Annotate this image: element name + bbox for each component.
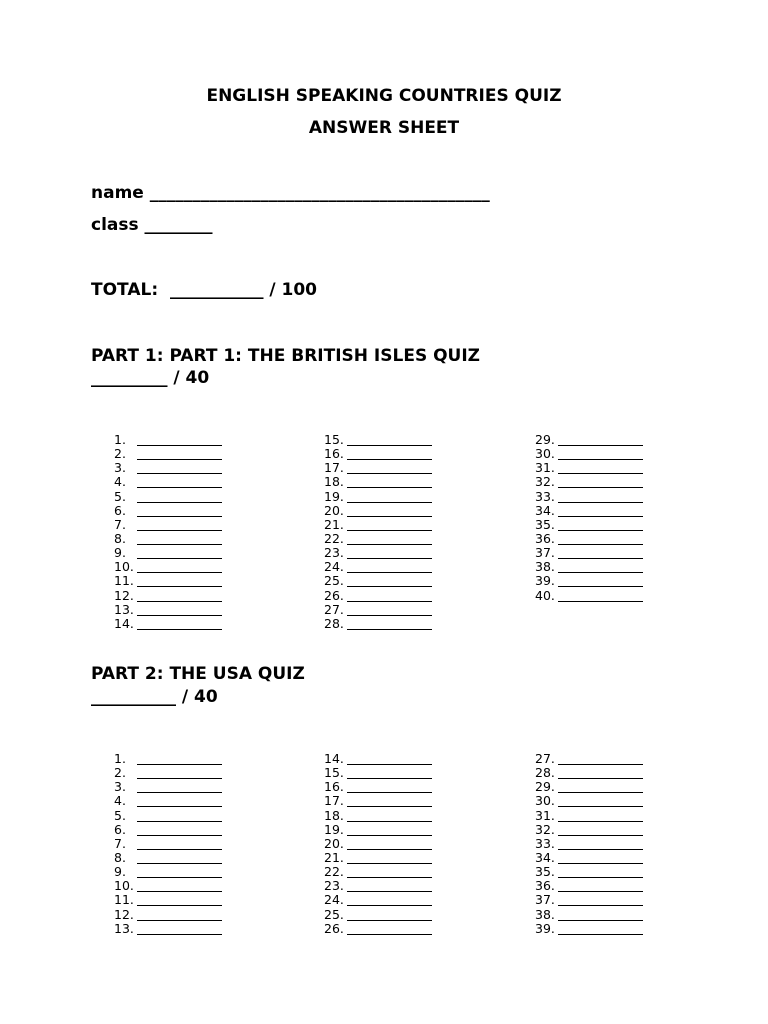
question-number: 29. [535,779,555,795]
answer-blank[interactable] [558,476,643,488]
question-number: 9. [114,864,126,880]
answer-row [535,504,643,518]
part2-column-1 [114,752,222,936]
answer-row [324,447,432,461]
answer-blank[interactable] [558,491,643,503]
answer-row [535,560,643,574]
question-number: 20. [324,835,344,851]
answer-row [324,504,432,518]
answer-blank[interactable] [558,923,643,935]
answer-row [114,893,222,907]
answer-row [114,560,222,574]
answer-row [324,617,432,631]
question-number: 6. [114,502,126,518]
answer-row [114,922,222,936]
question-number: 38. [535,559,555,575]
answer-blank[interactable] [347,448,432,460]
question-number: 31. [535,460,555,476]
answer-row [114,603,222,617]
answer-row [324,893,432,907]
question-number: 8. [114,530,126,546]
answer-blank[interactable] [347,604,432,616]
answer-row [535,794,643,808]
answer-blank[interactable] [137,894,222,906]
question-number: 25. [324,906,344,922]
question-number: 5. [114,488,126,504]
answer-row [324,560,432,574]
question-number: 27. [535,751,555,766]
answer-row [324,823,432,837]
question-number: 4. [114,793,126,809]
question-number: 17. [324,460,344,476]
question-number: 9. [114,545,126,561]
question-number: 25. [324,573,344,589]
question-number: 20. [324,502,344,518]
question-number: 13. [114,601,134,617]
answer-blank[interactable] [137,505,222,517]
question-number: 27. [324,601,344,617]
answer-row [114,879,222,893]
answer-blank[interactable] [558,824,643,836]
question-number: 18. [324,474,344,490]
answer-row [324,809,432,823]
question-number: 19. [324,488,344,504]
answer-row [535,823,643,837]
answer-blank[interactable] [347,795,432,807]
question-number: 22. [324,864,344,880]
answer-blank[interactable] [137,604,222,616]
question-number: 12. [114,587,134,603]
answer-blank[interactable] [137,491,222,503]
question-number: 36. [535,530,555,546]
answer-row [324,518,432,532]
answer-blank[interactable] [137,561,222,573]
question-number: 8. [114,849,126,865]
question-number: 24. [324,559,344,575]
answer-blank[interactable] [137,618,222,630]
answer-row [324,546,432,560]
answer-row [114,475,222,489]
answer-blank[interactable] [347,923,432,935]
answer-blank[interactable] [558,547,643,559]
answer-row [114,546,222,560]
question-number: 40. [535,587,555,603]
answer-blank[interactable] [347,894,432,906]
answer-row [324,603,432,617]
answer-blank[interactable] [558,561,643,573]
name-field-line[interactable]: name ________________________________________ [91,183,490,203]
answer-row [324,851,432,865]
answer-blank[interactable] [347,575,432,587]
answer-blank[interactable] [347,561,432,573]
answer-row [324,433,432,447]
answer-row [535,461,643,475]
answer-blank[interactable] [137,575,222,587]
answer-blank[interactable] [137,781,222,793]
answer-blank[interactable] [137,547,222,559]
answer-blank[interactable] [137,838,222,850]
answer-row [114,823,222,837]
question-number: 14. [324,751,344,766]
answer-row [324,922,432,936]
answer-row [114,837,222,851]
question-number: 10. [114,878,134,894]
question-number: 11. [114,892,134,908]
question-number: 26. [324,920,344,936]
question-number: 32. [535,821,555,837]
answer-row [114,461,222,475]
part1-column-1 [114,433,222,631]
answer-blank[interactable] [347,810,432,822]
answer-blank[interactable] [558,810,643,822]
question-number: 28. [535,765,555,781]
answer-row [114,851,222,865]
answer-row [535,490,643,504]
answer-blank[interactable] [347,618,432,630]
answer-row [114,589,222,603]
answer-row [535,475,643,489]
answer-row [535,518,643,532]
question-number: 34. [535,849,555,865]
question-number: 13. [114,920,134,936]
answer-blank[interactable] [558,894,643,906]
question-number: 2. [114,446,126,462]
answer-row [114,617,222,631]
question-number: 38. [535,906,555,922]
answer-row [114,504,222,518]
answer-blank[interactable] [347,880,432,892]
question-number: 22. [324,530,344,546]
answer-row [535,893,643,907]
question-number: 26. [324,587,344,603]
answer-row [324,879,432,893]
answer-blank[interactable] [558,880,643,892]
answer-blank[interactable] [137,767,222,779]
answer-blank[interactable] [558,866,643,878]
answer-row [535,922,643,936]
answer-blank[interactable] [558,909,643,921]
question-number: 23. [324,545,344,561]
question-number: 30. [535,793,555,809]
part1-heading: PART 1: PART 1: THE BRITISH ISLES QUIZ [91,346,481,366]
part2-column-3 [535,752,643,936]
answer-blank[interactable] [137,753,222,765]
answer-row [114,447,222,461]
answer-row [535,780,643,794]
answer-row [114,809,222,823]
answer-row [114,433,222,447]
answer-row [324,837,432,851]
answer-row [114,865,222,879]
part2-score-line[interactable]: __________ / 40 [91,687,218,707]
answer-blank[interactable] [558,781,643,793]
answer-blank[interactable] [137,923,222,935]
answer-blank[interactable] [137,476,222,488]
answer-blank[interactable] [137,824,222,836]
question-number: 5. [114,807,126,823]
answer-row [535,809,643,823]
answer-row [324,865,432,879]
question-number: 3. [114,779,126,795]
answer-blank[interactable] [558,852,643,864]
answer-row [114,908,222,922]
question-number: 35. [535,516,555,532]
answer-row [535,574,643,588]
question-number: 15. [324,765,344,781]
question-number: 39. [535,920,555,936]
answer-row [324,794,432,808]
answer-blank[interactable] [558,519,643,531]
answer-row [535,851,643,865]
answer-row [324,908,432,922]
answer-row [114,780,222,794]
question-number: 16. [324,779,344,795]
question-number: 12. [114,906,134,922]
answer-blank[interactable] [137,866,222,878]
question-number: 36. [535,878,555,894]
answer-blank[interactable] [137,909,222,921]
answer-blank[interactable] [558,533,643,545]
answer-blank[interactable] [347,767,432,779]
answer-blank[interactable] [347,462,432,474]
answer-row [535,837,643,851]
answer-row [535,433,643,447]
question-number: 37. [535,892,555,908]
class-field-line[interactable]: class ________ [91,215,213,235]
question-number: 7. [114,516,126,532]
answer-blank[interactable] [347,590,432,602]
question-number: 29. [535,432,555,447]
answer-row [535,447,643,461]
question-number: 32. [535,474,555,490]
answer-blank[interactable] [347,838,432,850]
answer-blank[interactable] [137,852,222,864]
answer-row [535,879,643,893]
answer-row [324,490,432,504]
question-number: 39. [535,573,555,589]
answer-blank[interactable] [558,575,643,587]
answer-blank[interactable] [137,795,222,807]
question-number: 7. [114,835,126,851]
question-number: 33. [535,488,555,504]
question-number: 16. [324,446,344,462]
answer-row [324,532,432,546]
answer-blank[interactable] [558,795,643,807]
part1-column-3 [535,433,643,603]
question-number: 28. [324,615,344,631]
part2-column-2 [324,752,432,936]
answer-row [535,532,643,546]
answer-blank[interactable] [137,434,222,446]
question-number: 34. [535,502,555,518]
answer-blank[interactable] [558,462,643,474]
answer-blank[interactable] [558,838,643,850]
question-number: 23. [324,878,344,894]
answer-blank[interactable] [347,547,432,559]
part2-heading: PART 2: THE USA QUIZ [91,664,305,684]
question-number: 14. [114,615,134,631]
answer-row [535,752,643,766]
answer-blank[interactable] [137,880,222,892]
question-number: 30. [535,446,555,462]
question-number: 18. [324,807,344,823]
answer-blank[interactable] [347,824,432,836]
answer-blank[interactable] [137,810,222,822]
answer-blank[interactable] [347,781,432,793]
answer-blank[interactable] [347,753,432,765]
answer-blank[interactable] [347,866,432,878]
answer-blank[interactable] [347,434,432,446]
answer-row [535,589,643,603]
answer-blank[interactable] [137,448,222,460]
answer-blank[interactable] [347,491,432,503]
answer-blank[interactable] [137,590,222,602]
answer-row [324,461,432,475]
answer-row [324,766,432,780]
part1-score-line[interactable]: _________ / 40 [91,368,210,388]
answer-blank[interactable] [558,767,643,779]
answer-row [114,532,222,546]
total-score-line[interactable]: TOTAL: ___________ / 100 [91,280,317,300]
answer-row [535,908,643,922]
question-number: 15. [324,432,344,447]
question-number: 2. [114,765,126,781]
quiz-title: ENGLISH SPEAKING COUNTRIES QUIZ [206,86,562,106]
answer-sheet-subtitle: ANSWER SHEET [308,118,460,138]
answer-row [324,574,432,588]
question-number: 35. [535,864,555,880]
part1-column-2 [324,433,432,631]
answer-row [114,766,222,780]
answer-blank[interactable] [347,533,432,545]
answer-row [535,766,643,780]
answer-row [324,475,432,489]
answer-blank[interactable] [347,852,432,864]
answer-blank[interactable] [137,533,222,545]
question-number: 11. [114,573,134,589]
question-number: 1. [114,751,126,766]
answer-blank[interactable] [347,476,432,488]
question-number: 37. [535,545,555,561]
question-number: 24. [324,892,344,908]
question-number: 33. [535,835,555,851]
question-number: 3. [114,460,126,476]
answer-blank[interactable] [347,909,432,921]
question-number: 6. [114,821,126,837]
answer-row [114,752,222,766]
question-number: 4. [114,474,126,490]
question-number: 21. [324,849,344,865]
answer-blank[interactable] [347,519,432,531]
answer-blank[interactable] [558,505,643,517]
question-number: 10. [114,559,134,575]
answer-blank[interactable] [558,753,643,765]
answer-blank[interactable] [558,590,643,602]
answer-row [114,794,222,808]
answer-row [324,589,432,603]
answer-row [114,490,222,504]
answer-row [114,574,222,588]
answer-blank[interactable] [558,434,643,446]
question-number: 1. [114,432,126,447]
question-number: 17. [324,793,344,809]
answer-row [324,752,432,766]
answer-row [535,546,643,560]
question-number: 19. [324,821,344,837]
question-number: 31. [535,807,555,823]
answer-blank[interactable] [347,505,432,517]
answer-blank[interactable] [558,448,643,460]
answer-blank[interactable] [137,462,222,474]
answer-row [114,518,222,532]
answer-row [324,780,432,794]
answer-row [535,865,643,879]
answer-blank[interactable] [137,519,222,531]
question-number: 21. [324,516,344,532]
